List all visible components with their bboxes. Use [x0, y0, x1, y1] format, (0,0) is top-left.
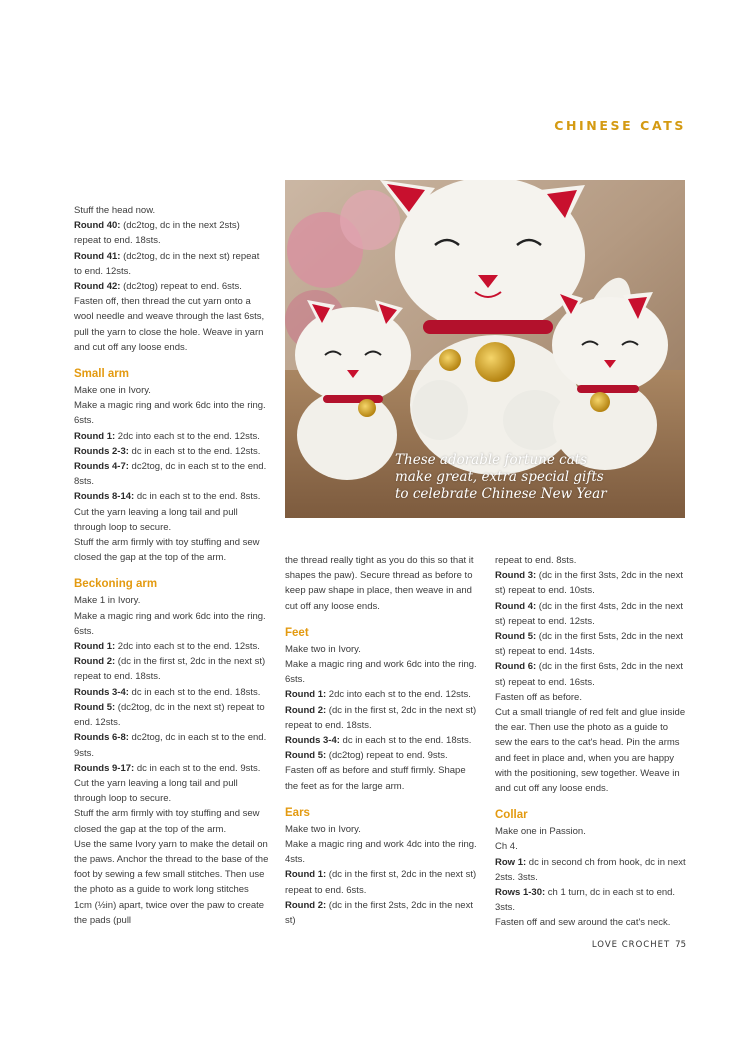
instruction-line: Stuff the head now.: [74, 205, 156, 216]
instruction-line: Cut a small triangle of red felt and glue inside the ear. Then use the photo as a guide to sew the ears to the cat's head. Pin the arms and feet in place and, when you are happy with the positioning, sew together. Weave in and cut off any loose ends.: [495, 707, 686, 795]
instruction-line: Round 3: (dc in the first 3sts, 2dc in the next st) repeat to end. 10sts.: [495, 570, 683, 597]
instruction-line: Rounds 3-4: dc in each st to the end. 18sts.: [285, 735, 472, 747]
instruction-line: Make two in Ivory.: [285, 823, 361, 835]
instruction-line: Round 5: (dc in the first 5sts, 2dc in the next st) repeat to end. 14sts.: [495, 631, 683, 658]
instruction-line: Make a magic ring and work 6dc into the ring. 6sts.: [74, 400, 266, 427]
column-2: [285, 553, 480, 928]
instruction-line: Cut the yarn leaving a long tail and pull through loop to secure.: [74, 506, 238, 533]
instruction-line: Round 5: (dc2tog, dc in the next st) repeat to end. 12sts.: [74, 701, 265, 729]
section-heading-small-arm: Small arm: [74, 368, 129, 381]
instruction-line: Round 2: (dc in the first 2sts, 2dc in the next st): [285, 899, 473, 927]
instruction-line: Round 1: 2dc into each st to the end. 12sts.: [285, 689, 471, 701]
instruction-line: Round 5: (dc2tog) repeat to end. 9sts.: [285, 750, 448, 762]
section-heading-ears: Ears: [285, 806, 310, 819]
instruction-line: Round 41: (dc2tog, dc in the next st) repeat to end. 12sts.: [74, 250, 260, 277]
instruction-line: Round 1: 2dc into each st to the end. 12sts.: [74, 641, 260, 653]
instruction-line: Make a magic ring and work 4dc into the ring. 4sts.: [285, 839, 477, 866]
instruction-line: Round 1: 2dc into each st to the end. 12sts.: [74, 430, 260, 442]
page-number: 75: [675, 940, 686, 950]
instruction-line: Stuff the arm firmly with toy stuffing and sew closed the gap at the top of the arm.: [74, 808, 260, 835]
instruction-line: Rounds 6-8: dc2tog, dc in each st to the end. 9sts.: [74, 732, 267, 759]
instruction-line: Rounds 8-14: dc in each st to the end. 8sts.: [74, 491, 261, 503]
instruction-line: Round 40: (dc2tog, dc in the next 2sts) repeat to end. 18sts.: [74, 220, 240, 247]
instruction-line: Make two in Ivory.: [285, 643, 361, 655]
instruction-line: Make 1 in Ivory.: [74, 595, 141, 607]
magazine-name: LOVE CROCHET: [591, 940, 671, 950]
instruction-line: Round 2: (dc in the first st, 2dc in the next st) repeat to end. 18sts.: [74, 656, 266, 683]
instruction-line: Fasten off and sew around the cat's neck.: [495, 917, 671, 929]
instruction-line: the thread really tight as you do this so that it shapes the paw). Secure thread as before to keep paw shape in place, then weave in and cut off any loose ends.: [285, 555, 474, 612]
instruction-line: Stuff the arm firmly with toy stuffing and sew closed the gap at the top of the arm.: [74, 537, 260, 564]
instruction-line: Round 42: (dc2tog) repeat to end. 6sts.: [74, 281, 242, 293]
instruction-line: Round 1: (dc in the first st, 2dc in the next st) repeat to end. 6sts.: [285, 869, 477, 896]
caption-line: make great, extra special gifts: [395, 469, 604, 485]
instruction-line: Rounds 9-17: dc in each st to the end. 9sts.: [74, 762, 261, 774]
instruction-line: Make one in Passion.: [495, 826, 586, 838]
column-1: [74, 203, 269, 928]
section-heading-beckoning-arm: Beckoning arm: [74, 578, 158, 591]
caption-line: to celebrate Chinese New Year: [395, 486, 607, 502]
column-3: [495, 553, 687, 931]
page-footer: [592, 940, 686, 950]
instruction-line: Row 1: dc in second ch from hook, dc in next 2sts. 3sts.: [495, 856, 686, 883]
instruction-line: Rounds 4-7: dc2tog, dc in each st to the end. 8sts.: [74, 461, 267, 488]
instruction-line: Make a magic ring and work 6dc into the ring. 6sts.: [285, 659, 477, 686]
caption-line: These adorable fortune cats: [395, 452, 588, 468]
instruction-line: Fasten off as before and stuff firmly. Shape the feet as for the large arm.: [285, 765, 466, 792]
photo-caption: [395, 452, 675, 503]
section-heading-feet: Feet: [285, 626, 309, 639]
instruction-line: Rows 1-30: ch 1 turn, dc in each st to end. 3sts.: [495, 887, 676, 914]
instruction-line: Make one in Ivory.: [74, 385, 151, 397]
instruction-line: Cut the yarn leaving a long tail and pull through loop to secure.: [74, 777, 238, 805]
instruction-line: Round 6: (dc in the first 6sts, 2dc in the next st) repeat to end. 16sts.: [495, 661, 683, 688]
instruction-line: Use the same Ivory yarn to make the detail on the paws. Anchor the thread to the base of the foot by sewing a few small stitches. Then use the photo as a guide to work long stitches 1cm (½in) apart, twice over the paw to create the pads (pull: [74, 838, 269, 926]
instruction-line: Make a magic ring and work 6dc into the ring. 6sts.: [74, 610, 266, 637]
instruction-line: Rounds 3-4: dc in each st to the end. 18sts.: [74, 686, 261, 698]
instruction-line: Fasten off, then thread the cut yarn onto a wool needle and weave through the last 6sts, pull the yarn to close the hole. Weave in yarn and cut off any loose ends.: [74, 296, 265, 353]
instruction-line: Fasten off as before.: [495, 691, 582, 703]
section-header: CHINESE CATS: [554, 118, 686, 133]
section-heading-collar: Collar: [495, 809, 528, 822]
instruction-line: Round 4: (dc in the first 4sts, 2dc in the next st) repeat to end. 12sts.: [495, 600, 683, 627]
instruction-line: Round 2: (dc in the first st, 2dc in the next st) repeat to end. 18sts.: [285, 704, 477, 731]
instruction-line: Ch 4.: [495, 841, 518, 853]
instruction-line: Rounds 2-3: dc in each st to the end. 12sts.: [74, 445, 261, 457]
instruction-line: repeat to end. 8sts.: [495, 555, 577, 566]
